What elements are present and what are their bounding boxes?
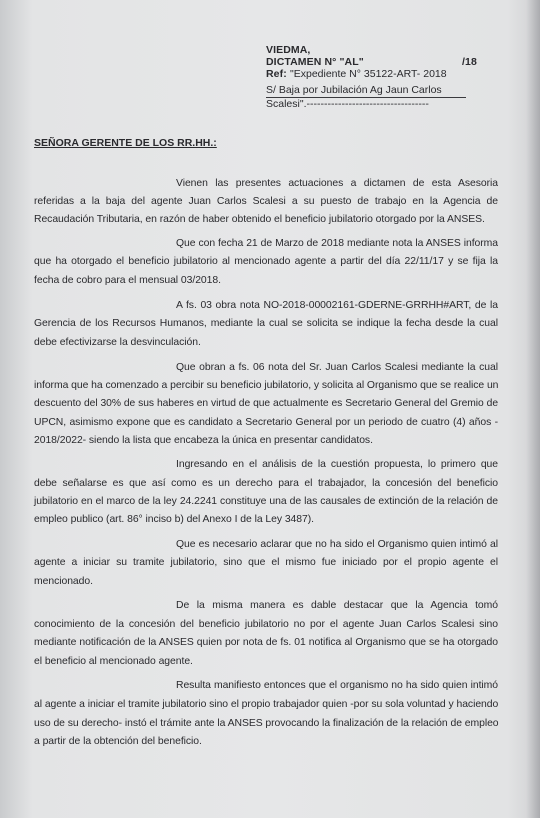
salutation: SEÑORA GERENTE DE LOS RR.HH.: [34,137,217,149]
page-edge-shadow [526,0,540,818]
body-line-6: fecha de cobro para el mensual 03/2018. [34,275,221,286]
header-ref-label: Ref: [266,68,287,80]
body-line-14: 2018/2022- siendo la lista que encabeza la única en presentar candidatos. [34,435,373,446]
body-line-11: informa que ha comenzado a percibir su beneficio jubilatorio, y solicita al Organismo que se realice un [34,380,499,391]
body-line-2: referidas a la baja del agente Juan Carlos Scalesi a su puesto de trabajo en la Agencia de [34,196,498,207]
body-line-17: jubilatorio en el marco de la ley 24.2241 constituye una de las causales de extinción de la relación de [34,496,498,507]
body-line-19: Que es necesario aclarar que no ha sido el Organismo quien intimó al [176,539,498,550]
header-ref-line2: S/ Baja por Jubilación Ag Jaun Carlos [266,84,442,96]
body-line-26: Resulta manifiesto entonces que el organismo no ha sido quien intimó [176,680,498,691]
body-line-22: De la misma manera es dable destacar que la Agencia tomó [176,600,498,611]
body-line-18: empleo publico (art. 86° inciso b) del Anexo I de la Ley 3487). [34,514,314,525]
header-ref-line3: Scalesi".----------------------------------- [266,98,429,110]
header-ref-line1: "Expediente N° 35122-ART- 2018 [290,68,447,80]
body-line-24: mediante notificación de la ANSES quien por nota de fs. 01 notifica al Organismo que se ha otorgado [34,637,498,648]
header-city: VIEDMA, [266,44,311,56]
body-line-7: A fs. 03 obra nota NO-2018-00002161-GDERNE-GRRHH#ART, de la [176,300,498,311]
body-line-15: Ingresando en el análisis de la cuestión propuesta, lo primero que [176,459,498,470]
body-line-28: uso de su derecho- instó el trámite ante la ANSES provocando la finalización de la relación de empleo [34,718,499,729]
body-line-23: conocimiento de la concesión del beneficio jubilatorio no por el agente Juan Carlos Scalesi sino [34,619,498,630]
body-line-27: al agente a iniciar el tramite jubilatorio sino el propio trabajador quien -por su sola voluntad y haciendo [34,699,499,710]
body-line-9: debe efectivizarse la desvinculación. [34,337,201,348]
body-line-29: a partir de la obtención del beneficio. [34,736,202,747]
body-line-20: agente a iniciar su tramite jubilatorio, sino que el mismo fue iniciado por el propio agente el [34,557,498,568]
body-line-25: el beneficio al mencionado agente. [34,656,193,667]
body-line-12: descuento del 30% de sus haberes en virtud de que actualmente es Secretario General del Gremio de [34,398,498,409]
body-line-3: Recaudación Tributaria, en razón de haber obtenido el beneficio jubilatorio otorgado por la ANSES. [34,214,485,225]
body-line-4: Que con fecha 21 de Marzo de 2018 mediante nota la ANSES informa [176,238,498,249]
body-line-5: que ha otorgado el beneficio jubilatorio al mencionado agente a partir del día 22/11/17 y se fija la [34,256,498,267]
body-line-10: Que obran a fs. 06 nota del Sr. Juan Carlos Scalesi mediante la cual [176,362,498,373]
body-line-13: UPCN, asimismo expone que es candidato a Secretario General por un periodo de cuatro (4) años - [34,417,498,428]
body-line-16: debe señalarse es que así como es un derecho para el trabajador, la concesión del beneficio [34,478,498,489]
body-line-21: mencionado. [34,576,93,587]
header-year: /18 [462,56,477,68]
header-dictamen: DICTAMEN N° "AL" [266,56,364,68]
body-line-1: Vienen las presentes actuaciones a dictamen de esta Asesoria [176,178,498,189]
body-line-8: Gerencia de los Recursos Humanos, mediante la cual se solicita se indique la fecha desde la cual [34,318,498,329]
